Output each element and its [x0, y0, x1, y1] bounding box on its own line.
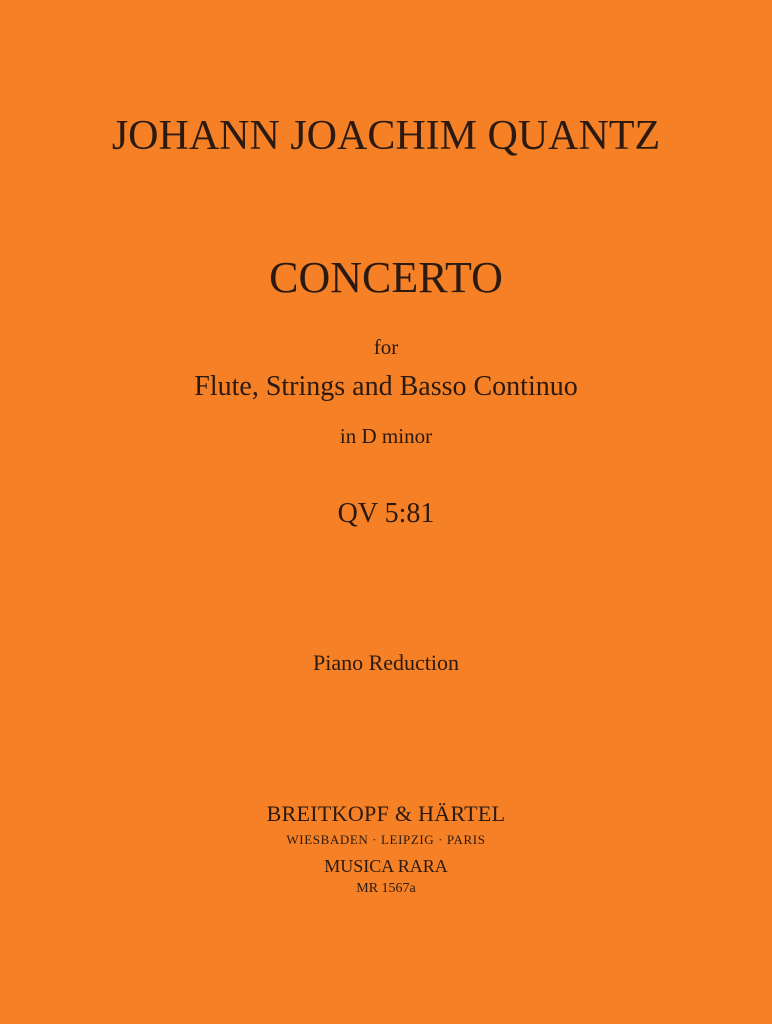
imprint-name: MUSICA RARA — [324, 856, 448, 876]
publisher-cities: WIESBADEN · LEIPZIG · PARIS — [286, 832, 486, 847]
work-title: CONCERTO — [269, 253, 503, 302]
publisher-name: BREITKOPF & HÄRTEL — [266, 801, 506, 826]
instrumentation: Flute, Strings and Basso Continuo — [194, 371, 578, 402]
catalogue-number: QV 5:81 — [337, 498, 435, 529]
edition-number: MR 1567a — [356, 881, 416, 896]
edition-type: Piano Reduction — [312, 650, 460, 675]
composer-name: JOHANN JOACHIM QUANTZ — [111, 113, 661, 159]
key-signature: in D minor — [339, 424, 433, 448]
for-text: for — [373, 335, 399, 359]
